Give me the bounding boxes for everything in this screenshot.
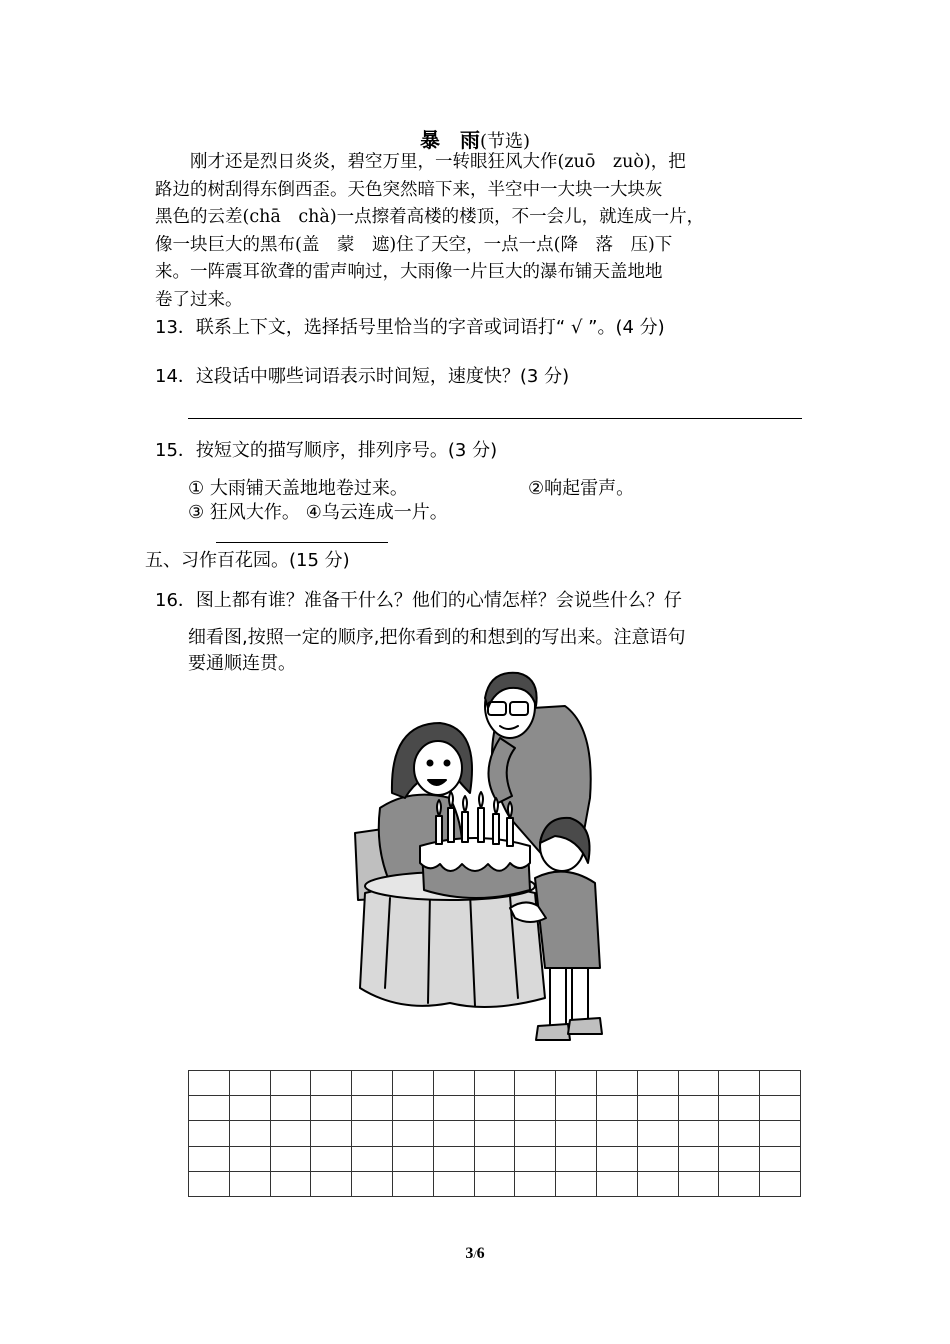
page-current: 3 bbox=[465, 1245, 474, 1262]
grid-cell[interactable] bbox=[719, 1146, 760, 1171]
grid-cell[interactable] bbox=[392, 1146, 433, 1171]
grid-cell[interactable] bbox=[352, 1096, 393, 1121]
grid-cell[interactable] bbox=[433, 1096, 474, 1121]
grid-cell[interactable] bbox=[270, 1146, 311, 1171]
grid-cell[interactable] bbox=[596, 1071, 637, 1096]
grid-cell[interactable] bbox=[189, 1146, 230, 1171]
grid-cell[interactable] bbox=[678, 1071, 719, 1096]
passage-line: 刚才还是烈日炎炎，碧空万里，一转眼狂风大作(zuō zuò)，把 bbox=[155, 152, 686, 172]
grid-cell[interactable] bbox=[189, 1121, 230, 1146]
grid-cell[interactable] bbox=[515, 1171, 556, 1196]
answer-line-15[interactable] bbox=[216, 542, 388, 543]
grid-cell[interactable] bbox=[719, 1071, 760, 1096]
answer-line-14[interactable] bbox=[188, 418, 802, 419]
grid-cell[interactable] bbox=[556, 1121, 597, 1146]
grid-cell[interactable] bbox=[760, 1096, 801, 1121]
grid-cell[interactable] bbox=[270, 1096, 311, 1121]
q15-option-2: ②响起雷声。 bbox=[528, 478, 635, 499]
grid-cell[interactable] bbox=[270, 1121, 311, 1146]
grid-cell[interactable] bbox=[760, 1071, 801, 1096]
grid-cell[interactable] bbox=[311, 1071, 352, 1096]
grid-cell[interactable] bbox=[433, 1121, 474, 1146]
section-5-heading: 五、习作百花园。(15 分) bbox=[145, 550, 350, 571]
grid-cell[interactable] bbox=[556, 1171, 597, 1196]
grid-cell[interactable] bbox=[556, 1146, 597, 1171]
grid-row bbox=[189, 1096, 801, 1121]
grid-cell[interactable] bbox=[352, 1121, 393, 1146]
grid-cell[interactable] bbox=[637, 1096, 678, 1121]
grid-cell[interactable] bbox=[189, 1096, 230, 1121]
grid-cell[interactable] bbox=[596, 1171, 637, 1196]
writing-grid[interactable] bbox=[188, 1070, 801, 1197]
grid-row bbox=[189, 1146, 801, 1171]
passage-line: 黑色的云差(chā chà)一点擦着高楼的楼顶，不一会儿，就连成一片， bbox=[155, 207, 705, 227]
question-15: 15．按短文的描写顺序，排列序号。(3 分) bbox=[155, 440, 498, 461]
passage-line: 像一块巨大的黑布(盖 蒙 遮)住了天空，一点一点(降 落 压)下 bbox=[155, 234, 673, 255]
grid-cell[interactable] bbox=[189, 1171, 230, 1196]
question-16-line-2: 细看图,按照一定的顺序,把你看到的和想到的写出来。注意语句 bbox=[188, 627, 686, 648]
grid-cell[interactable] bbox=[392, 1071, 433, 1096]
grid-cell[interactable] bbox=[515, 1121, 556, 1146]
grid-cell[interactable] bbox=[719, 1121, 760, 1146]
grid-cell[interactable] bbox=[474, 1121, 515, 1146]
grid-cell[interactable] bbox=[556, 1071, 597, 1096]
passage-line: 路边的树刮得东倒西歪。天色突然暗下来，半空中一大块一大块灰 bbox=[155, 179, 663, 200]
grid-cell[interactable] bbox=[474, 1171, 515, 1196]
grid-cell[interactable] bbox=[392, 1121, 433, 1146]
passage-body bbox=[155, 149, 815, 314]
grid-cell[interactable] bbox=[556, 1096, 597, 1121]
grid-cell[interactable] bbox=[474, 1071, 515, 1096]
grid-cell[interactable] bbox=[229, 1121, 270, 1146]
grid-cell[interactable] bbox=[352, 1071, 393, 1096]
question-13: 13．联系上下文，选择括号里恰当的字音或词语打“ √ ”。(4 分) bbox=[155, 317, 665, 338]
grid-cell[interactable] bbox=[189, 1071, 230, 1096]
grid-cell[interactable] bbox=[229, 1096, 270, 1121]
grid-cell[interactable] bbox=[596, 1096, 637, 1121]
grid-cell[interactable] bbox=[760, 1171, 801, 1196]
question-14: 14．这段话中哪些词语表示时间短，速度快？(3 分) bbox=[155, 366, 570, 387]
grid-cell[interactable] bbox=[515, 1096, 556, 1121]
passage-line: 来。一阵震耳欲聋的雷声响过，大雨像一片巨大的瀑布铺天盖地地 bbox=[155, 262, 663, 282]
grid-cell[interactable] bbox=[352, 1171, 393, 1196]
grid-cell[interactable] bbox=[311, 1171, 352, 1196]
grid-cell[interactable] bbox=[637, 1146, 678, 1171]
grid-cell[interactable] bbox=[311, 1121, 352, 1146]
grid-cell[interactable] bbox=[760, 1121, 801, 1146]
q15-option-3-4: ③ 狂风大作。 ④乌云连成一片。 bbox=[188, 502, 448, 523]
passage-subtitle: (节选) bbox=[479, 131, 531, 152]
page-total: 6 bbox=[476, 1245, 485, 1262]
grid-cell[interactable] bbox=[474, 1146, 515, 1171]
grid-cell[interactable] bbox=[637, 1121, 678, 1146]
grid-cell[interactable] bbox=[596, 1121, 637, 1146]
grid-cell[interactable] bbox=[678, 1146, 719, 1171]
grid-cell[interactable] bbox=[596, 1146, 637, 1171]
grid-cell[interactable] bbox=[637, 1171, 678, 1196]
page-number bbox=[0, 1245, 950, 1263]
grid-cell[interactable] bbox=[311, 1096, 352, 1121]
grid-cell[interactable] bbox=[719, 1096, 760, 1121]
grid-cell[interactable] bbox=[678, 1096, 719, 1121]
grid-cell[interactable] bbox=[474, 1096, 515, 1121]
grid-cell[interactable] bbox=[433, 1146, 474, 1171]
grid-cell[interactable] bbox=[392, 1171, 433, 1196]
grid-cell[interactable] bbox=[678, 1171, 719, 1196]
grid-cell[interactable] bbox=[433, 1071, 474, 1096]
question-16-line-3: 要通顺连贯。 bbox=[188, 653, 296, 674]
grid-cell[interactable] bbox=[678, 1121, 719, 1146]
grid-cell[interactable] bbox=[515, 1146, 556, 1171]
passage-title-text: 暴 雨 bbox=[419, 128, 480, 152]
grid-row bbox=[189, 1121, 801, 1146]
grid-cell[interactable] bbox=[229, 1146, 270, 1171]
page-separator: / bbox=[473, 1247, 477, 1261]
grid-cell[interactable] bbox=[352, 1146, 393, 1171]
grid-cell[interactable] bbox=[229, 1071, 270, 1096]
grid-cell[interactable] bbox=[433, 1171, 474, 1196]
birthday-cake-illustration bbox=[350, 668, 620, 1048]
q15-option-1: ① 大雨铺天盖地地卷过来。 bbox=[188, 478, 408, 499]
grid-cell[interactable] bbox=[515, 1071, 556, 1096]
grid-cell[interactable] bbox=[270, 1171, 311, 1196]
grid-cell[interactable] bbox=[229, 1171, 270, 1196]
grid-cell[interactable] bbox=[760, 1146, 801, 1171]
grid-cell[interactable] bbox=[311, 1146, 352, 1171]
grid-row bbox=[189, 1171, 801, 1196]
grid-cell[interactable] bbox=[270, 1071, 311, 1096]
grid-cell[interactable] bbox=[392, 1096, 433, 1121]
grid-row bbox=[189, 1071, 801, 1096]
grid-cell[interactable] bbox=[637, 1071, 678, 1096]
passage-line: 卷了过来。 bbox=[155, 289, 243, 310]
question-16-line-1: 16．图上都有谁？准备干什么？他们的心情怎样？会说些什么？仔 bbox=[155, 590, 682, 611]
grid-cell[interactable] bbox=[719, 1171, 760, 1196]
